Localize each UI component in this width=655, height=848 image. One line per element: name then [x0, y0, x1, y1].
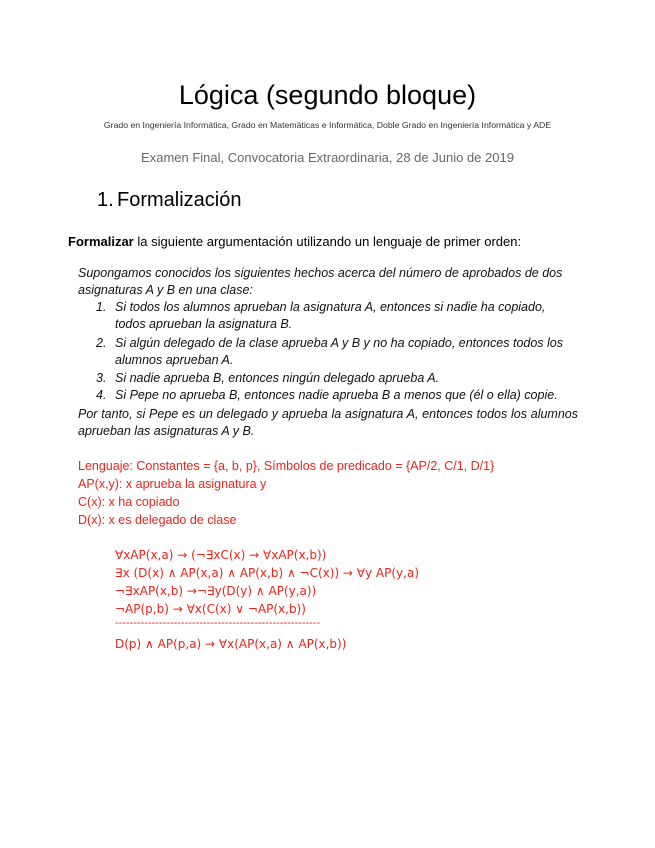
language-definition: Lenguaje: Constantes = {a, b, p}, Símbolos de predicado = {AP/2, C/1, D/1}: [78, 459, 495, 473]
list-item-number: 2.: [96, 336, 107, 350]
list-item-number: 1.: [96, 300, 107, 314]
section-heading: [97, 189, 241, 212]
predicate-definition: AP(x,y): x aprueba la asignatura y: [78, 477, 267, 491]
instruction-text: la siguiente argumentación utilizando un lenguaje de primer orden:: [133, 234, 522, 249]
list-item-text: Si algún delegado de la clase aprueba A y B y no ha copiado, entonces todos los alumnos aprueban A.: [115, 336, 563, 367]
list-item: [78, 299, 578, 333]
section-title: Formalización: [117, 189, 242, 211]
list-item: [78, 387, 578, 404]
instruction: [68, 234, 521, 249]
premise-formula: ¬AP(p,b) → ∀x(C(x) ∨ ¬AP(x,b)): [115, 602, 306, 616]
premise-formula: ¬∃xAP(x,b) →¬∃y(D(y) ∧ AP(y,a)): [115, 584, 317, 598]
list-item-number: 3.: [96, 371, 107, 385]
list-item: [78, 370, 578, 387]
document-title: Lógica (segundo bloque): [178, 80, 477, 110]
list-item: [78, 335, 578, 369]
instruction-verb: Formalizar: [68, 234, 134, 249]
document-subtitle: Grado en Ingeniería Informática, Grado en Matemáticas e Informática, Doble Grado en Ingeniería Informática y ADE: [103, 120, 552, 130]
predicate-definition: C(x): x ha copiado: [78, 495, 180, 509]
list-item-text: Si Pepe no aprueba B, entonces nadie aprueba B a menos que (él o ella) copie.: [115, 388, 558, 402]
argument-conclusion: Por tanto, si Pepe es un delegado y aprueba la asignatura A, entonces todos los alumnos aprueban las asignaturas A y B.: [78, 407, 578, 438]
section-number: 1.: [97, 189, 114, 211]
list-item-text: Si todos los alumnos aprueban la asignatura A, entonces si nadie ha copiado, todos aprueban la asignatura B.: [115, 300, 546, 331]
formula-separator: --------------------------------------------------------: [115, 617, 321, 629]
predicate-definition: D(x): x es delegado de clase: [78, 513, 237, 527]
list-item-number: 4.: [96, 388, 107, 402]
exam-info: Examen Final, Convocatoria Extraordinaria, 28 de Junio de 2019: [141, 150, 514, 165]
conclusion-formula: D(p) ∧ AP(p,a) → ∀x(AP(x,a) ∧ AP(x,b)): [115, 637, 347, 651]
list-item-text: Si nadie aprueba B, entonces ningún delegado aprueba A.: [115, 371, 440, 385]
premise-formula: ∃x (D(x) ∧ AP(x,a) ∧ AP(x,b) ∧ ¬C(x)) → ∀y AP(y,a): [115, 566, 420, 580]
premise-intro: Supongamos conocidos los siguientes hechos acerca del número de aprobados de dos asignaturas A y B en una clase:: [78, 266, 563, 297]
premise-formula: ∀xAP(x,a) → (¬∃xC(x) → ∀xAP(x,b)): [115, 548, 327, 562]
